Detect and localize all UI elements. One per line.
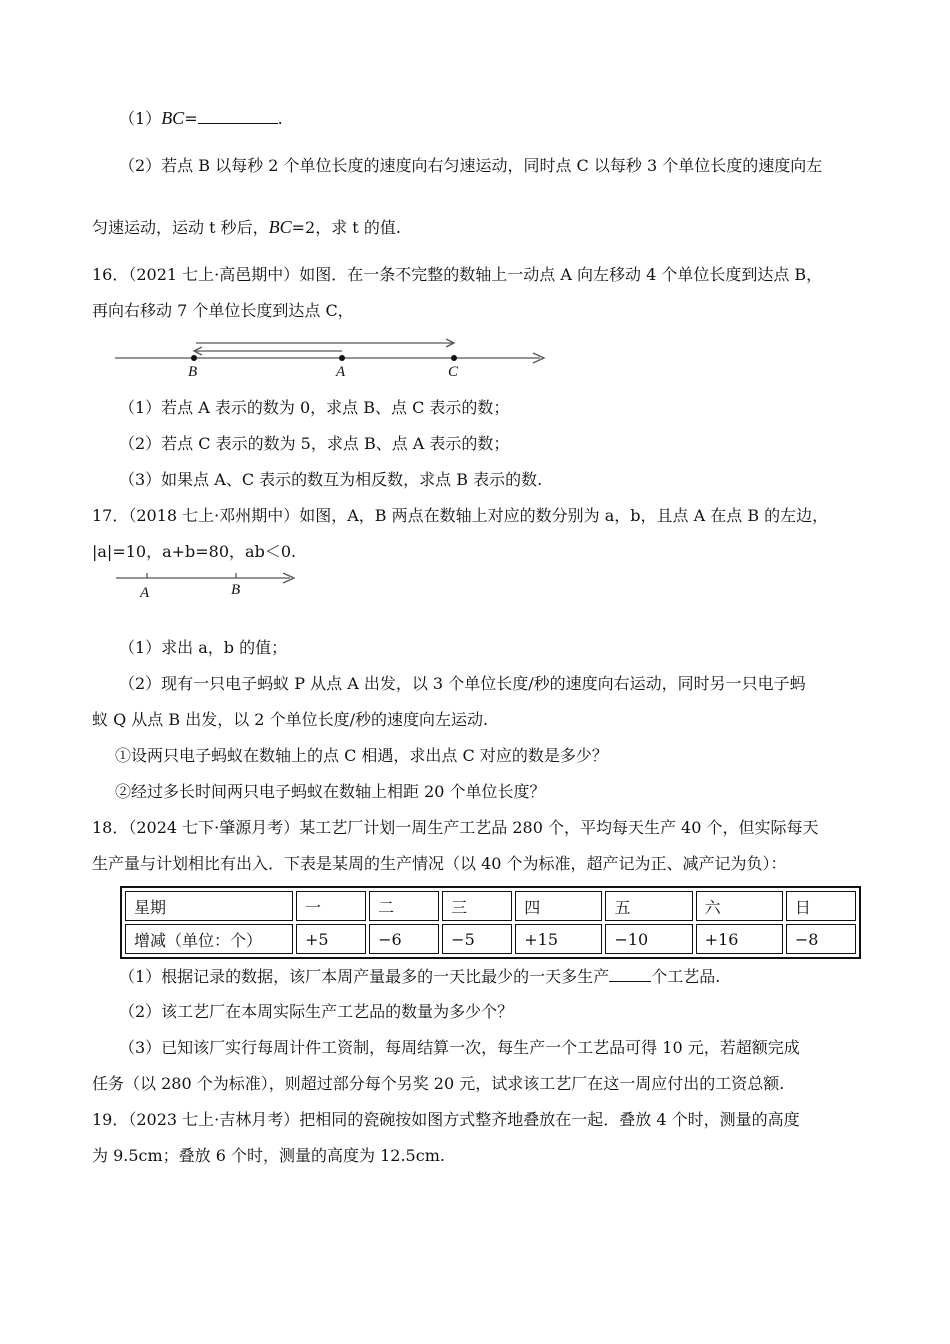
table-cell: +16: [696, 924, 783, 954]
table-cell: −5: [442, 924, 512, 954]
q19-stem: 19．（2023 七上·吉林月考）把相同的瓷碗按如图方式整齐地叠放在一起．叠放 4 个时，测量的高度: [92, 1110, 800, 1129]
q18-stem: 18．（2024 七下·肇源月考）某工艺厂计划一周生产工艺品 280 个，平均每天生产 40 个，但实际每天: [92, 818, 819, 837]
label-a: A: [336, 364, 346, 380]
production-table: [120, 886, 861, 959]
q19-stem-cont: 为 9.5cm；叠放 6 个时，测量的高度为 12.5cm.: [92, 1146, 445, 1165]
q16-part1: （1）若点 A 表示的数为 0，求点 B、点 C 表示的数；: [119, 398, 510, 417]
part-number: （1）: [119, 109, 162, 128]
table-header-cell: 四: [515, 891, 602, 921]
q17-part2: （2）现有一只电子蚂蚁 P 从点 A 出发，以 3 个单位长度/秒的速度向右运动，同时另一只电子蚂: [119, 674, 806, 693]
q17-subq1: ①设两只电子蚂蚁在数轴上的点 C 相遇，求出点 C 对应的数是多少？: [115, 746, 608, 765]
table-header-cell: 五: [605, 891, 692, 921]
table-header-cell: 一: [296, 891, 366, 921]
q16-part3: （3）如果点 A、C 表示的数互为相反数，求点 B 表示的数.: [119, 470, 543, 489]
math-var-bc: BC: [268, 217, 292, 237]
table-row: [125, 924, 856, 954]
table-row: [125, 891, 856, 921]
point-c: [451, 355, 457, 361]
q16-part2: （2）若点 C 表示的数为 5，求点 B、点 A 表示的数；: [119, 434, 510, 453]
q16-stem: 16．（2021 七上·高邑期中）如图．在一条不完整的数轴上一动点 A 向左移动 4 个单位长度到达点 B，: [92, 265, 823, 284]
table-cell: −10: [605, 924, 692, 954]
period: .: [277, 109, 283, 128]
q18-part3-cont: 任务（以 280 个为标准），则超过部分每个另奖 20 元，试求该工艺厂在这一周应付出的工资总额.: [92, 1074, 785, 1093]
q17-stem: 17．（2018 七上·邓州期中）如图，A，B 两点在数轴上对应的数分别为 a，b，且点 A 在点 B 的左边，: [92, 506, 829, 525]
equals-sign: =: [184, 109, 198, 128]
table-header-cell: 六: [696, 891, 783, 921]
table-cell: −6: [369, 924, 439, 954]
table-cell: −8: [786, 924, 856, 954]
text-segment: 匀速运动，运动 t 秒后，: [92, 218, 269, 237]
number-line-17: [116, 573, 294, 601]
q17-part1: （1）求出 a，b 的值；: [119, 638, 288, 657]
table-cell: +5: [296, 924, 366, 954]
table-header-cell: 日: [786, 891, 856, 921]
label-b: B: [231, 582, 241, 598]
q18-part1: [119, 965, 720, 988]
label-b: B: [188, 364, 198, 380]
table-header-cell: 二: [369, 891, 439, 921]
number-line-16: [115, 339, 544, 380]
q18-part3: （3）已知该厂实行每周计件工资制，每周结算一次，每生产一个工艺品可得 10 元，若超额完成: [119, 1038, 800, 1057]
text-segment: （1）根据记录的数据，该厂本周产量最多的一天比最少的一天多生产: [119, 967, 610, 986]
text-segment: 个工艺品.: [651, 967, 721, 986]
math-var-bc: BC: [161, 108, 185, 128]
q15-part2: （2）若点 B 以每秒 2 个单位长度的速度向右匀速运动，同时点 C 以每秒 3 个单位长度的速度向左: [119, 156, 823, 175]
label-c: C: [448, 364, 459, 380]
label-a: A: [140, 585, 150, 601]
table-cell: +15: [515, 924, 602, 954]
q16-stem-cont: 再向右移动 7 个单位长度到达点 C，: [92, 301, 354, 320]
table-cell: 增减（单位：个）: [125, 924, 293, 954]
q18-part2: （2）该工艺厂在本周实际生产工艺品的数量为多少个？: [119, 1002, 514, 1021]
table-header-cell: 星期: [125, 891, 293, 921]
q18-stem-cont: 生产量与计划相比有出入．下表是某周的生产情况（以 40 个为标准，超产记为正、减产记为负）：: [92, 854, 787, 873]
q17-part2-cont: 蚁 Q 从点 B 出发，以 2 个单位长度/秒的速度向左运动.: [92, 710, 489, 729]
q17-conditions: |a|=10，a+b=80，ab＜0.: [92, 542, 297, 561]
answer-blank[interactable]: [609, 965, 651, 982]
point-b: [191, 355, 197, 361]
point-a: [339, 355, 345, 361]
table-header-cell: 三: [442, 891, 512, 921]
text-segment: =2，求 t 的值.: [291, 218, 401, 237]
q17-subq2: ②经过多长时间两只电子蚂蚁在数轴上相距 20 个单位长度？: [115, 782, 546, 801]
